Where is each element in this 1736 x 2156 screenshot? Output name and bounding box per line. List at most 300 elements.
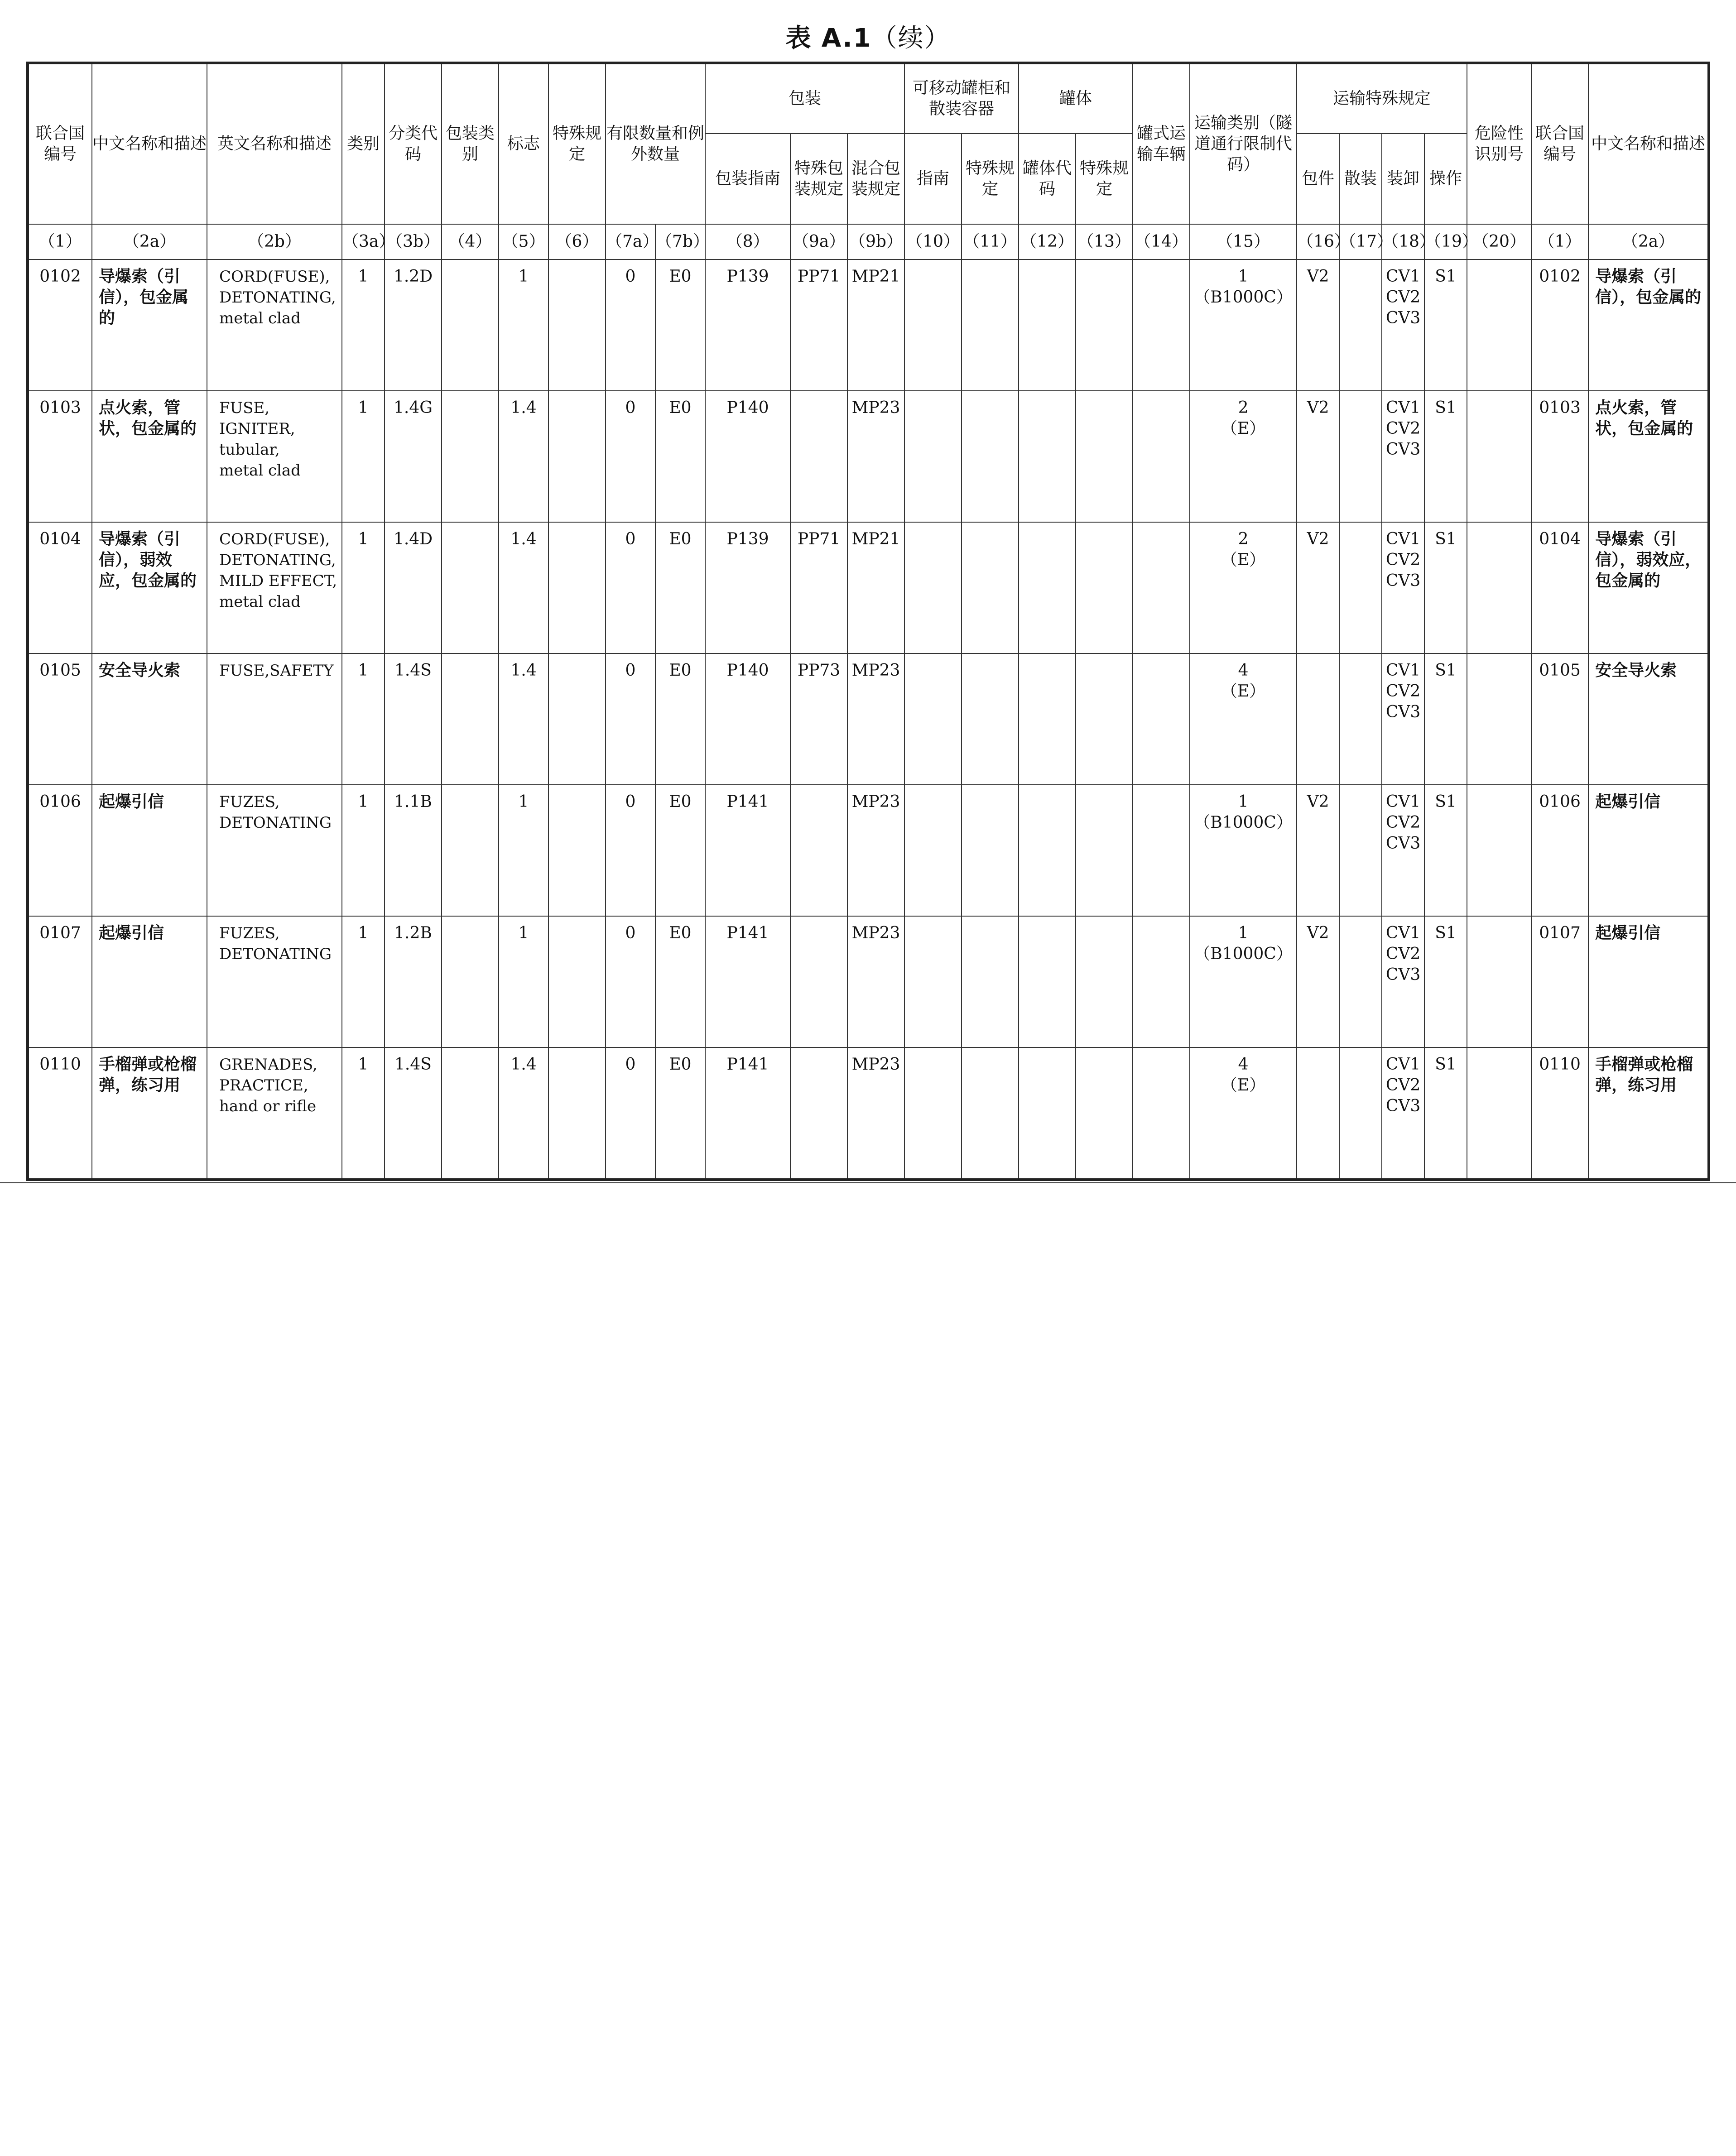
cell-ts-package: V2 bbox=[1297, 259, 1339, 391]
cell-name-en bbox=[207, 522, 342, 653]
column-number: （1） bbox=[1531, 224, 1588, 259]
cell-un-number: 0106 bbox=[28, 785, 92, 916]
cell-excepted-qty: E0 bbox=[655, 1047, 705, 1180]
column-number: （3a） bbox=[342, 224, 385, 259]
cell-tank-code bbox=[1019, 1047, 1076, 1180]
column-number: （5） bbox=[499, 224, 548, 259]
cell-un-number-right: 0110 bbox=[1531, 1047, 1588, 1180]
column-number: （10） bbox=[904, 224, 962, 259]
cell-hazard-id bbox=[1467, 653, 1531, 785]
cell-class-code: 1.4D bbox=[385, 522, 442, 653]
cell-tank-code bbox=[1019, 259, 1076, 391]
column-number: （9a） bbox=[790, 224, 847, 259]
cell-un-number: 0107 bbox=[28, 916, 92, 1047]
cell-excepted-qty: E0 bbox=[655, 916, 705, 1047]
cell-special-provisions bbox=[548, 916, 606, 1047]
cell-pt-instruction bbox=[904, 391, 962, 522]
cell-tank-vehicle bbox=[1133, 259, 1190, 391]
cell-name-zh: 导爆索（引信），包金属的 bbox=[92, 259, 207, 391]
header-tank: 罐体 bbox=[1019, 63, 1133, 134]
cell-line: CV2 bbox=[1385, 813, 1421, 832]
header-tank-special: 特殊规定 bbox=[1076, 134, 1133, 224]
table-row bbox=[28, 391, 1709, 522]
cell-pack-instruction: P141 bbox=[705, 1047, 790, 1180]
cell-name-zh: 点火索，管状，包金属的 bbox=[92, 391, 207, 522]
cell-class: 1 bbox=[342, 1047, 385, 1180]
header-packing-group: 包装类别 bbox=[442, 63, 499, 224]
column-number: （2a） bbox=[1588, 224, 1709, 259]
header-class: 类别 bbox=[342, 63, 385, 224]
cell-tank-vehicle bbox=[1133, 653, 1190, 785]
cell-line: CV2 bbox=[1385, 419, 1421, 438]
cell-line: （E） bbox=[1221, 551, 1266, 569]
cell-line: CV3 bbox=[1385, 1097, 1421, 1115]
cell-tank-special bbox=[1076, 653, 1133, 785]
cell-ts-bulk bbox=[1339, 653, 1382, 785]
cell-packing-group bbox=[442, 1047, 499, 1180]
cell-line: （E） bbox=[1221, 682, 1266, 701]
cell-tank-vehicle bbox=[1133, 391, 1190, 522]
cell-tank-special bbox=[1076, 1047, 1133, 1180]
cell-ts-package bbox=[1297, 653, 1339, 785]
cell-transport-category bbox=[1190, 1047, 1297, 1180]
cell-name-zh-right: 导爆索（引信），弱效应，包金属的 bbox=[1588, 522, 1709, 653]
column-number: （12） bbox=[1019, 224, 1076, 259]
cell-un-number: 0104 bbox=[28, 522, 92, 653]
cell-label: 1.4 bbox=[499, 1047, 548, 1180]
cell-hazard-id bbox=[1467, 1047, 1531, 1180]
header-mixed-pack: 混合包装规定 bbox=[847, 134, 904, 224]
cell-excepted-qty: E0 bbox=[655, 391, 705, 522]
cell-un-number: 0110 bbox=[28, 1047, 92, 1180]
cell-tank-special bbox=[1076, 259, 1133, 391]
table-row bbox=[28, 259, 1709, 391]
cell-line: 2 bbox=[1238, 399, 1249, 417]
cell-ts-loading bbox=[1382, 916, 1424, 1047]
cell-line: （B1000C） bbox=[1194, 945, 1293, 963]
cell-special-provisions bbox=[548, 259, 606, 391]
cell-pt-instruction bbox=[904, 259, 962, 391]
header-ts-bulk: 散装 bbox=[1339, 134, 1382, 224]
cell-transport-category bbox=[1190, 653, 1297, 785]
cell-hazard-id bbox=[1467, 391, 1531, 522]
cell-limited-qty: 0 bbox=[606, 1047, 655, 1180]
cell-line: DETONATING, bbox=[219, 288, 336, 307]
cell-tank-special bbox=[1076, 522, 1133, 653]
column-number: （3b） bbox=[385, 224, 442, 259]
header-label: 标志 bbox=[499, 63, 548, 224]
cell-name-zh-right: 安全导火索 bbox=[1588, 653, 1709, 785]
cell-line: FUSE,SAFETY bbox=[219, 662, 334, 680]
cell-class-code: 1.4S bbox=[385, 1047, 442, 1180]
header-pack-instr: 包装指南 bbox=[705, 134, 790, 224]
cell-line: DETONATING, bbox=[219, 551, 336, 569]
cell-pack-special bbox=[790, 391, 847, 522]
cell-ts-loading bbox=[1382, 653, 1424, 785]
cell-line: metal clad bbox=[219, 461, 301, 480]
cell-name-zh-right: 手榴弹或枪榴弹，练习用 bbox=[1588, 1047, 1709, 1180]
cell-un-number-right: 0106 bbox=[1531, 785, 1588, 916]
cell-line: 1 bbox=[1238, 792, 1249, 811]
cell-line: CV3 bbox=[1385, 309, 1421, 327]
cell-hazard-id bbox=[1467, 916, 1531, 1047]
cell-ts-operation: S1 bbox=[1424, 785, 1467, 916]
cell-pt-instruction bbox=[904, 1047, 962, 1180]
table-title bbox=[0, 18, 1736, 54]
header-un-no-right: 联合国编号 bbox=[1531, 63, 1588, 224]
cell-transport-category bbox=[1190, 916, 1297, 1047]
table-row bbox=[28, 653, 1709, 785]
cell-special-provisions bbox=[548, 653, 606, 785]
cell-un-number: 0102 bbox=[28, 259, 92, 391]
column-number: （7a） bbox=[606, 224, 655, 259]
header-name-zh-right: 中文名称和描述 bbox=[1588, 63, 1709, 224]
column-number: （7b） bbox=[655, 224, 705, 259]
cell-mixed-pack: MP23 bbox=[847, 391, 904, 522]
cell-name-zh: 手榴弹或枪榴弹，练习用 bbox=[92, 1047, 207, 1180]
cell-name-zh-right: 起爆引信 bbox=[1588, 916, 1709, 1047]
cell-label: 1 bbox=[499, 785, 548, 916]
cell-packing-group bbox=[442, 916, 499, 1047]
cell-pt-special bbox=[962, 391, 1019, 522]
cell-pt-special bbox=[962, 916, 1019, 1047]
cell-name-en bbox=[207, 391, 342, 522]
cell-line: FUSE, bbox=[219, 399, 270, 417]
cell-mixed-pack: MP21 bbox=[847, 522, 904, 653]
cell-transport-category bbox=[1190, 522, 1297, 653]
column-number: （4） bbox=[442, 224, 499, 259]
cell-pt-instruction bbox=[904, 522, 962, 653]
table-row bbox=[28, 522, 1709, 653]
cell-ts-bulk bbox=[1339, 916, 1382, 1047]
cell-line: （E） bbox=[1221, 1076, 1266, 1095]
table-title-suffix: （续） bbox=[871, 24, 951, 53]
cell-line: 2 bbox=[1238, 530, 1249, 548]
cell-class: 1 bbox=[342, 522, 385, 653]
table-header bbox=[28, 63, 1709, 259]
cell-tank-code bbox=[1019, 522, 1076, 653]
cell-pack-special: PP71 bbox=[790, 259, 847, 391]
cell-name-zh-right: 导爆索（引信），包金属的 bbox=[1588, 259, 1709, 391]
cell-ts-package: V2 bbox=[1297, 785, 1339, 916]
column-number: （18） bbox=[1382, 224, 1424, 259]
cell-ts-loading bbox=[1382, 391, 1424, 522]
cell-limited-qty: 0 bbox=[606, 785, 655, 916]
cell-excepted-qty: E0 bbox=[655, 785, 705, 916]
cell-line: CV2 bbox=[1385, 945, 1421, 963]
header-transport-special: 运输特殊规定 bbox=[1297, 63, 1467, 134]
cell-line: CORD(FUSE), bbox=[219, 530, 330, 548]
column-number: （13） bbox=[1076, 224, 1133, 259]
cell-line: FUZES, bbox=[219, 793, 280, 811]
table-row bbox=[28, 1047, 1709, 1180]
cell-mixed-pack: MP23 bbox=[847, 1047, 904, 1180]
cell-un-number: 0105 bbox=[28, 653, 92, 785]
cell-pack-special bbox=[790, 916, 847, 1047]
cell-name-en bbox=[207, 1047, 342, 1180]
cell-pt-instruction bbox=[904, 916, 962, 1047]
cell-special-provisions bbox=[548, 522, 606, 653]
cell-line: CV1 bbox=[1385, 792, 1421, 811]
table-row bbox=[28, 785, 1709, 916]
cell-line: CV1 bbox=[1385, 1055, 1421, 1074]
header-un-no: 联合国编号 bbox=[28, 63, 92, 224]
column-number: （14） bbox=[1133, 224, 1190, 259]
cell-excepted-qty: E0 bbox=[655, 653, 705, 785]
cell-mixed-pack: MP23 bbox=[847, 785, 904, 916]
cell-ts-operation: S1 bbox=[1424, 653, 1467, 785]
table-row bbox=[28, 916, 1709, 1047]
column-number: （19） bbox=[1424, 224, 1467, 259]
cell-limited-qty: 0 bbox=[606, 522, 655, 653]
cell-tank-code bbox=[1019, 391, 1076, 522]
cell-un-number-right: 0104 bbox=[1531, 522, 1588, 653]
cell-line: MILD EFFECT, bbox=[219, 572, 337, 590]
cell-tank-code bbox=[1019, 653, 1076, 785]
cell-line: metal clad bbox=[219, 309, 301, 327]
cell-line: CV1 bbox=[1385, 399, 1421, 417]
cell-tank-vehicle bbox=[1133, 522, 1190, 653]
cell-tank-special bbox=[1076, 916, 1133, 1047]
cell-un-number-right: 0107 bbox=[1531, 916, 1588, 1047]
cell-line: CV1 bbox=[1385, 924, 1421, 942]
cell-un-number: 0103 bbox=[28, 391, 92, 522]
cell-line: metal clad bbox=[219, 593, 301, 611]
cell-pt-special bbox=[962, 1047, 1019, 1180]
cell-pack-instruction: P139 bbox=[705, 522, 790, 653]
cell-packing-group bbox=[442, 391, 499, 522]
cell-class-code: 1.2D bbox=[385, 259, 442, 391]
cell-pack-special: PP73 bbox=[790, 653, 847, 785]
cell-label: 1.4 bbox=[499, 391, 548, 522]
page-divider bbox=[0, 1182, 1736, 1183]
cell-pack-instruction: P139 bbox=[705, 259, 790, 391]
cell-excepted-qty: E0 bbox=[655, 259, 705, 391]
column-number-row bbox=[28, 224, 1709, 259]
cell-transport-category bbox=[1190, 391, 1297, 522]
cell-line: CV2 bbox=[1385, 551, 1421, 569]
cell-ts-loading bbox=[1382, 1047, 1424, 1180]
cell-line: 4 bbox=[1238, 1055, 1249, 1074]
cell-ts-loading bbox=[1382, 785, 1424, 916]
cell-limited-qty: 0 bbox=[606, 391, 655, 522]
cell-ts-package bbox=[1297, 1047, 1339, 1180]
cell-line: tubular, bbox=[219, 441, 280, 459]
cell-label: 1.4 bbox=[499, 653, 548, 785]
column-number: （17） bbox=[1339, 224, 1382, 259]
cell-pack-special: PP71 bbox=[790, 522, 847, 653]
cell-pt-special bbox=[962, 653, 1019, 785]
cell-limited-qty: 0 bbox=[606, 259, 655, 391]
header-ts-package: 包件 bbox=[1297, 134, 1339, 224]
header-packaging: 包装 bbox=[705, 63, 904, 134]
cell-name-zh: 起爆引信 bbox=[92, 916, 207, 1047]
cell-line: CV3 bbox=[1385, 571, 1421, 590]
header-special-provisions: 特殊规定 bbox=[548, 63, 606, 224]
cell-tank-vehicle bbox=[1133, 916, 1190, 1047]
header-ts-operation: 操作 bbox=[1424, 134, 1467, 224]
cell-ts-operation: S1 bbox=[1424, 391, 1467, 522]
cell-line: （E） bbox=[1221, 419, 1266, 438]
cell-hazard-id bbox=[1467, 785, 1531, 916]
header-pack-special: 特殊包装规定 bbox=[790, 134, 847, 224]
cell-un-number-right: 0105 bbox=[1531, 653, 1588, 785]
header-hazard-id: 危险性识别号 bbox=[1467, 63, 1531, 224]
column-number: （6） bbox=[548, 224, 606, 259]
cell-pt-instruction bbox=[904, 785, 962, 916]
cell-line: DETONATING bbox=[219, 945, 332, 963]
cell-class: 1 bbox=[342, 785, 385, 916]
cell-transport-category bbox=[1190, 259, 1297, 391]
table-body bbox=[28, 259, 1709, 1180]
cell-class-code: 1.4S bbox=[385, 653, 442, 785]
cell-name-zh-right: 点火索，管状，包金属的 bbox=[1588, 391, 1709, 522]
cell-line: CORD(FUSE), bbox=[219, 268, 330, 286]
header-tank-vehicle: 罐式运输车辆 bbox=[1133, 63, 1190, 224]
cell-line: CV3 bbox=[1385, 440, 1421, 459]
cell-excepted-qty: E0 bbox=[655, 522, 705, 653]
cell-name-zh: 导爆索（引信），弱效应，包金属的 bbox=[92, 522, 207, 653]
cell-ts-bulk bbox=[1339, 259, 1382, 391]
cell-name-en bbox=[207, 916, 342, 1047]
cell-line: CV3 bbox=[1385, 834, 1421, 853]
cell-pack-instruction: P140 bbox=[705, 391, 790, 522]
cell-ts-operation: S1 bbox=[1424, 916, 1467, 1047]
cell-pt-special bbox=[962, 785, 1019, 916]
cell-line: CV1 bbox=[1385, 661, 1421, 680]
column-number: （1） bbox=[28, 224, 92, 259]
cell-ts-operation: S1 bbox=[1424, 259, 1467, 391]
cell-pt-special bbox=[962, 522, 1019, 653]
cell-mixed-pack: MP23 bbox=[847, 653, 904, 785]
cell-class: 1 bbox=[342, 653, 385, 785]
cell-ts-bulk bbox=[1339, 1047, 1382, 1180]
cell-line: DETONATING bbox=[219, 814, 332, 832]
column-number: （2a） bbox=[92, 224, 207, 259]
header-ts-loading: 装卸 bbox=[1382, 134, 1424, 224]
cell-class: 1 bbox=[342, 916, 385, 1047]
cell-hazard-id bbox=[1467, 259, 1531, 391]
cell-line: （B1000C） bbox=[1194, 288, 1293, 307]
cell-ts-package: V2 bbox=[1297, 916, 1339, 1047]
column-number: （15） bbox=[1190, 224, 1297, 259]
cell-ts-package: V2 bbox=[1297, 522, 1339, 653]
cell-tank-vehicle bbox=[1133, 1047, 1190, 1180]
cell-pt-special bbox=[962, 259, 1019, 391]
cell-line: CV1 bbox=[1385, 267, 1421, 286]
cell-packing-group bbox=[442, 259, 499, 391]
header-limited-qty: 有限数量和例外数量 bbox=[606, 63, 705, 224]
cell-class: 1 bbox=[342, 391, 385, 522]
cell-packing-group bbox=[442, 653, 499, 785]
cell-name-zh: 起爆引信 bbox=[92, 785, 207, 916]
cell-ts-operation: S1 bbox=[1424, 1047, 1467, 1180]
cell-tank-vehicle bbox=[1133, 785, 1190, 916]
cell-class-code: 1.2B bbox=[385, 916, 442, 1047]
cell-pack-special bbox=[790, 785, 847, 916]
cell-label: 1 bbox=[499, 916, 548, 1047]
cell-line: CV1 bbox=[1385, 530, 1421, 548]
cell-ts-operation: S1 bbox=[1424, 522, 1467, 653]
cell-name-en bbox=[207, 785, 342, 916]
cell-un-number-right: 0103 bbox=[1531, 391, 1588, 522]
column-number: （2b） bbox=[207, 224, 342, 259]
cell-line: IGNITER, bbox=[219, 420, 295, 438]
cell-pack-instruction: P141 bbox=[705, 916, 790, 1047]
cell-name-en bbox=[207, 259, 342, 391]
cell-class: 1 bbox=[342, 259, 385, 391]
column-number: （11） bbox=[962, 224, 1019, 259]
cell-transport-category bbox=[1190, 785, 1297, 916]
cell-special-provisions bbox=[548, 391, 606, 522]
cell-line: 1 bbox=[1238, 924, 1249, 942]
cell-line: GRENADES, bbox=[219, 1056, 317, 1074]
header-name-en: 英文名称和描述 bbox=[207, 63, 342, 224]
cell-label: 1 bbox=[499, 259, 548, 391]
column-number: （20） bbox=[1467, 224, 1531, 259]
cell-tank-code bbox=[1019, 916, 1076, 1047]
cell-ts-bulk bbox=[1339, 785, 1382, 916]
cell-mixed-pack: MP21 bbox=[847, 259, 904, 391]
cell-line: 1 bbox=[1238, 267, 1249, 286]
cell-pack-instruction: P141 bbox=[705, 785, 790, 916]
header-pt-instr: 指南 bbox=[904, 134, 962, 224]
cell-name-zh-right: 起爆引信 bbox=[1588, 785, 1709, 916]
column-number: （8） bbox=[705, 224, 790, 259]
cell-line: CV3 bbox=[1385, 703, 1421, 721]
cell-line: CV2 bbox=[1385, 288, 1421, 307]
table-title-main: 表 A.1 bbox=[785, 24, 872, 53]
cell-packing-group bbox=[442, 522, 499, 653]
header-tank-code: 罐体代码 bbox=[1019, 134, 1076, 224]
cell-class-code: 1.1B bbox=[385, 785, 442, 916]
cell-line: FUZES, bbox=[219, 924, 280, 942]
dangerous-goods-table bbox=[26, 62, 1710, 1181]
cell-tank-special bbox=[1076, 391, 1133, 522]
cell-un-number-right: 0102 bbox=[1531, 259, 1588, 391]
cell-tank-code bbox=[1019, 785, 1076, 916]
cell-line: PRACTICE, bbox=[219, 1076, 308, 1095]
header-pt-special: 特殊规定 bbox=[962, 134, 1019, 224]
cell-hazard-id bbox=[1467, 522, 1531, 653]
cell-tank-special bbox=[1076, 785, 1133, 916]
cell-pack-special bbox=[790, 1047, 847, 1180]
cell-limited-qty: 0 bbox=[606, 653, 655, 785]
cell-ts-package: V2 bbox=[1297, 391, 1339, 522]
cell-class-code: 1.4G bbox=[385, 391, 442, 522]
cell-pt-instruction bbox=[904, 653, 962, 785]
cell-ts-bulk bbox=[1339, 522, 1382, 653]
cell-ts-loading bbox=[1382, 259, 1424, 391]
cell-pack-instruction: P140 bbox=[705, 653, 790, 785]
header-transport-category: 运输类别（隧道通行限制代码） bbox=[1190, 63, 1297, 224]
cell-label: 1.4 bbox=[499, 522, 548, 653]
cell-ts-loading bbox=[1382, 522, 1424, 653]
column-number: （16） bbox=[1297, 224, 1339, 259]
cell-line: CV3 bbox=[1385, 965, 1421, 984]
cell-packing-group bbox=[442, 785, 499, 916]
cell-mixed-pack: MP23 bbox=[847, 916, 904, 1047]
cell-ts-bulk bbox=[1339, 391, 1382, 522]
cell-limited-qty: 0 bbox=[606, 916, 655, 1047]
cell-special-provisions bbox=[548, 785, 606, 916]
cell-line: CV2 bbox=[1385, 682, 1421, 701]
cell-line: （B1000C） bbox=[1194, 813, 1293, 832]
header-name-zh: 中文名称和描述 bbox=[92, 63, 207, 224]
cell-name-zh: 安全导火索 bbox=[92, 653, 207, 785]
header-class-code: 分类代码 bbox=[385, 63, 442, 224]
cell-line: CV2 bbox=[1385, 1076, 1421, 1095]
